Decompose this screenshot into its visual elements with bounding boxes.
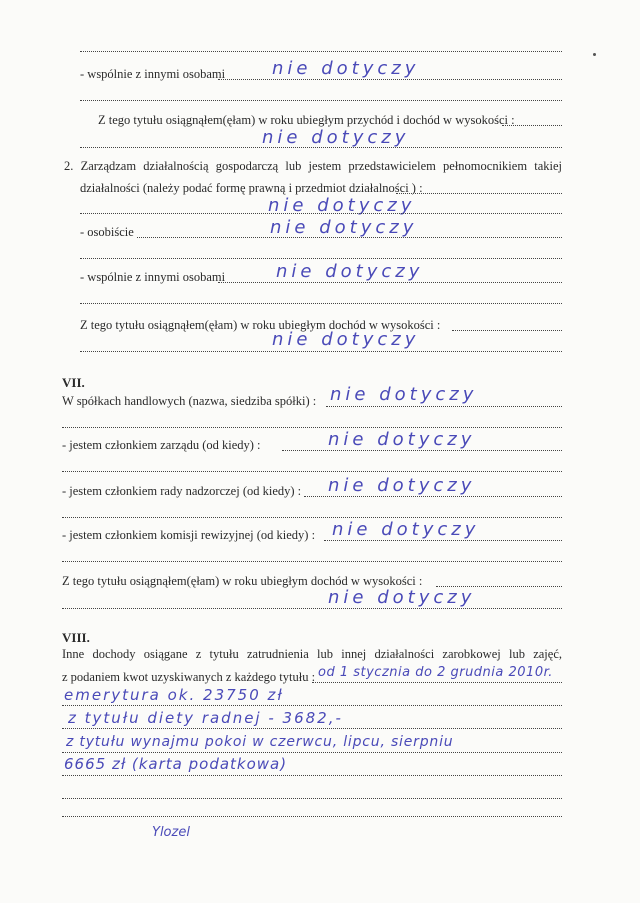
answer-line [62, 471, 562, 472]
answer-line [62, 561, 562, 562]
answer-line [62, 517, 562, 518]
answer-line [304, 496, 562, 497]
answer-line [324, 540, 562, 541]
handwritten-answer: nie dotyczy [270, 217, 418, 238]
answer-line [80, 51, 562, 52]
handwritten-answer: nie dotyczy [330, 384, 478, 405]
handwritten-answer: nie dotyczy [332, 519, 480, 540]
answer-line [62, 816, 562, 817]
handwritten-answer: emerytura ok. 23750 zł [64, 686, 284, 704]
field-label: - jestem członkiem zarządu (od kiedy) : [62, 438, 261, 452]
handwritten-answer: z tytułu diety radnej - 3682,- [68, 709, 343, 727]
answer-line [62, 798, 562, 799]
answer-line [326, 406, 562, 407]
answer-line [218, 282, 562, 283]
field-label: Z tego tytułu osiągnąłem(ęłam) w roku ubiegłym dochód w wysokości : [62, 574, 423, 588]
field-label: Z tego tytułu osiągnąłem(ęłam) w roku ubiegłym przychód i dochód w wysokości : [98, 113, 515, 127]
handwritten-answer: nie dotyczy [268, 195, 416, 216]
section-viii-text: Inne dochody osiągane z tytułu zatrudnienia lub innej działalności zarobkowej lub zajęć, [62, 647, 562, 661]
answer-line [80, 351, 562, 352]
handwritten-answer: nie dotyczy [328, 429, 476, 450]
handwritten-answer: od 1 stycznia do 2 grudnia 2010r. [318, 665, 553, 680]
answer-line [80, 303, 562, 304]
section-heading: VIII. [62, 630, 90, 645]
answer-line [62, 608, 562, 609]
handwritten-answer: 6665 zł (karta podatkowa) [64, 755, 288, 773]
item-2-text: 2. Zarządzam działalnością gospodarczą lub jestem przedstawicielem pełnomocnikiem takiej [64, 159, 562, 173]
field-label: Z tego tytułu osiągnąłem(ęłam) w roku ubiegłym dochód w wysokości : [80, 318, 441, 332]
answer-line [62, 705, 562, 706]
field-label: - wspólnie z innymi osobami [80, 270, 226, 284]
handwritten-answer: nie dotyczy [328, 587, 476, 608]
answer-line [396, 193, 562, 194]
section-viii-text-cont: z podaniem kwot uzyskiwanych z każdego tytułu : [62, 670, 316, 684]
handwritten-answer: nie dotyczy [262, 127, 410, 148]
handwritten-answer: nie dotyczy [328, 475, 476, 496]
answer-line [80, 147, 562, 148]
handwritten-answer: nie dotyczy [272, 329, 420, 350]
answer-line [218, 79, 562, 80]
section-heading: VII. [62, 375, 85, 390]
answer-line [62, 427, 562, 428]
handwritten-answer: z tytułu wynajmu pokoi w czerwcu, lipcu, sierpniu [66, 734, 454, 750]
field-label: - jestem członkiem rady nadzorczej (od kiedy) : [62, 484, 302, 498]
answer-line [502, 125, 562, 126]
answer-line [80, 258, 562, 259]
answer-line [312, 682, 562, 683]
signature: Ylozel [152, 825, 190, 840]
item-2-text-cont: działalności (należy podać formę prawną i przedmiot działalności ) : [80, 181, 423, 195]
field-label: - osobiście [80, 225, 134, 239]
answer-line [62, 728, 562, 729]
answer-line [282, 450, 562, 451]
scan-speck [593, 53, 596, 56]
handwritten-answer: nie dotyczy [272, 58, 420, 79]
field-label: - jestem członkiem komisji rewizyjnej (od kiedy) : [62, 528, 316, 542]
field-label: W spółkach handlowych (nazwa, siedziba spółki) : [62, 394, 317, 408]
answer-line [452, 330, 562, 331]
answer-line [62, 752, 562, 753]
handwritten-answer: nie dotyczy [276, 261, 424, 282]
field-label: - wspólnie z innymi osobami [80, 67, 226, 81]
answer-line [80, 213, 562, 214]
answer-line [80, 100, 562, 101]
answer-line [62, 775, 562, 776]
